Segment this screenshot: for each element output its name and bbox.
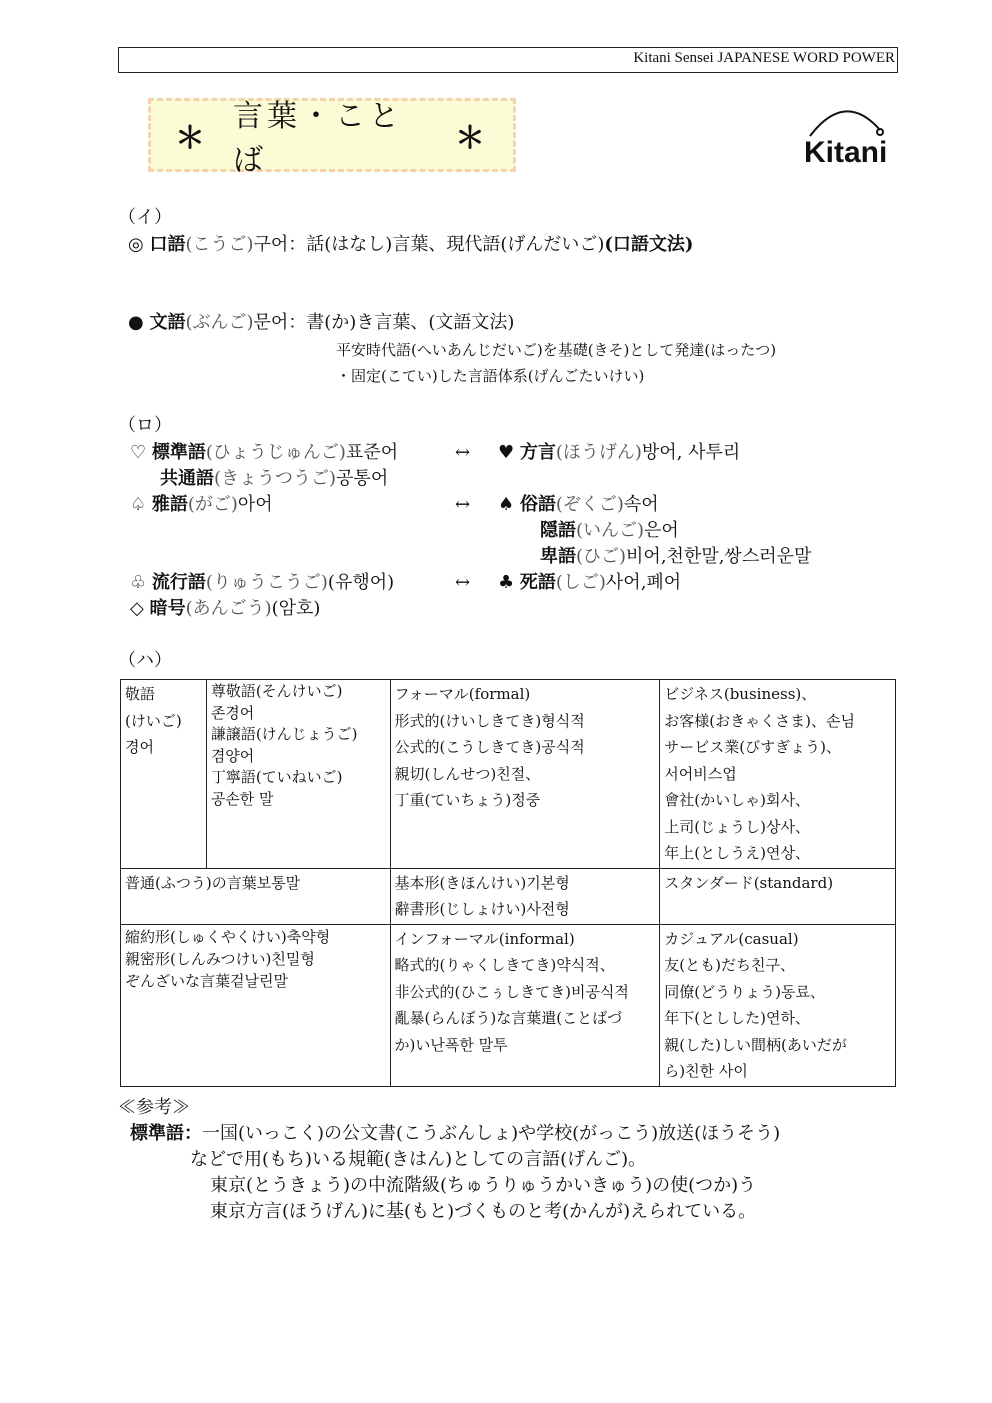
diamond-outline-icon: ◇ xyxy=(130,598,144,619)
cell-line: 友(とも)だち친구、 xyxy=(664,956,795,974)
kogo-bold-tail: (口語文法) xyxy=(604,234,694,255)
hougen-line xyxy=(498,441,740,465)
zokugo-rest: 속어 xyxy=(623,494,659,515)
ryuukougo-rest: (유행어) xyxy=(327,572,395,593)
zokugo-term: 俗語 xyxy=(519,494,556,515)
hyoujungo-reading: (ひょうじゅんご) xyxy=(205,442,346,463)
shigo-reading: (しご) xyxy=(555,572,606,593)
angou-reading: (あんごう) xyxy=(185,598,272,619)
club-outline-icon: ♧ xyxy=(130,572,147,593)
cell-line: 略式的(りゃくしきてき)약식적、 xyxy=(394,956,615,974)
shigo-rest: 사어,폐어 xyxy=(605,572,682,593)
ingo-term: 隠語 xyxy=(540,520,576,541)
kitani-logo xyxy=(800,96,890,168)
cell-line: お客様(おきゃくさま)、손님 xyxy=(664,711,855,730)
heart-outline-icon: ♡ xyxy=(130,442,147,463)
section-i-label: （イ） xyxy=(118,207,172,228)
cell-line: 上司(じょうし)상사、 xyxy=(664,817,810,836)
filled-circle-icon: ● xyxy=(128,312,144,333)
cell-line: か)い난폭한 말투 xyxy=(394,1035,508,1054)
ryuukougo-term: 流行語 xyxy=(151,572,206,593)
cell-line: 공손한 말 xyxy=(210,789,274,808)
cell-line: 年上(としうえ)연상、 xyxy=(664,844,810,862)
section-ro-label: （ロ） xyxy=(118,415,172,436)
arrow-1: ↔ xyxy=(455,442,471,463)
kyoutsuugo-reading: (きょうつうご) xyxy=(214,468,337,489)
zokugo-reading: (ぞくご) xyxy=(555,494,624,515)
bungo-rest: 문어：書(か)き言葉、(文語文法) xyxy=(253,312,515,333)
angou-rest: (암호) xyxy=(271,598,321,619)
cell-line: 會社(かいしゃ)회사、 xyxy=(664,791,810,809)
title-banner xyxy=(148,98,516,178)
cell-line: 서어비스업 xyxy=(664,764,737,783)
ingo-line xyxy=(540,519,679,543)
double-circle-icon: ◎ xyxy=(128,234,144,255)
bungo-term: 文語 xyxy=(149,312,186,333)
kogo-rest: 구어：話(はなし)言葉、現代語(げんだいご) xyxy=(253,234,605,255)
higo-reading: (ひご) xyxy=(576,546,627,567)
spade-filled-icon: ♠ xyxy=(498,494,515,515)
cell-line: (けいご) xyxy=(125,711,182,730)
cell-line: 基本形(きほんけい)기본형 xyxy=(394,873,570,892)
title-star-left: ＊ xyxy=(175,121,209,156)
cell-line: 敬語 xyxy=(125,685,156,703)
cell-line: ぞんざいな言葉겉날린말 xyxy=(125,971,288,990)
cell-line: 丁重(ていちょう)정중 xyxy=(394,791,541,809)
kogo-term: 口語 xyxy=(149,234,186,255)
cell-line: 親切(しんせつ)친절、 xyxy=(394,764,541,783)
reference-line-4: 東京方言(ほうげん)に基(もと)づくものと考(かんが)えられている。 xyxy=(210,1201,757,1222)
cell-line: 普通(ふつう)の言葉보통말 xyxy=(125,873,301,892)
cell-line: 縮約形(しゅくやくけい)축약형 xyxy=(125,927,331,946)
cell-line: サービス業(びすぎょう)、 xyxy=(664,738,842,756)
arrow-3: ↔ xyxy=(455,572,471,593)
kyoutsuugo-rest: 공통어 xyxy=(336,468,389,489)
kyoutsuugo-line xyxy=(160,467,388,491)
arrow-2: ↔ xyxy=(455,494,471,515)
reference-line-1 xyxy=(130,1122,780,1146)
ingo-rest: 은어 xyxy=(644,520,679,541)
cell-line: 亂暴(らんぼう)な言葉遣(ことばづ xyxy=(394,1009,623,1027)
table-row xyxy=(121,924,896,1086)
gago-line xyxy=(130,493,273,517)
angou-term: 暗号 xyxy=(149,598,186,619)
shigo-term: 死語 xyxy=(519,572,556,593)
cell-line: 겸양어 xyxy=(210,746,255,765)
higo-rest: 비어,천한말,쌍스러운말 xyxy=(626,546,812,567)
club-filled-icon: ♣ xyxy=(498,572,515,593)
hyoujungo-term: 標準語 xyxy=(151,442,206,463)
cell-line: フォーマル(formal) xyxy=(394,685,531,703)
hougen-reading: (ほうげん) xyxy=(555,442,642,463)
header-text: Kitani Sensei JAPANESE WORD POWER xyxy=(633,50,895,66)
cell-line: カジュアル(casual) xyxy=(664,929,799,948)
bungo-line xyxy=(128,311,514,335)
ryuukougo-reading: (りゅうこうご) xyxy=(205,572,328,593)
logo-text: Kitani xyxy=(804,136,888,168)
reference-term: 標準語： xyxy=(130,1123,202,1144)
reference-line-3: 東京(とうきょう)の中流階級(ちゅうりゅうかいきゅう)の使(つか)う xyxy=(210,1175,757,1196)
kogo-line xyxy=(128,233,693,257)
keigo-cell xyxy=(121,680,207,869)
cell-line: 非公式的(ひこぅしきてき)비공식적 xyxy=(394,982,629,1001)
cell-line: 親密形(しんみつけい)친밀형 xyxy=(125,949,315,968)
reference-text-1: 一国(いっこく)の公文書(こうぶんしょ)や学校(がっこう)放送(ほうそう) xyxy=(202,1123,781,1144)
keigo-types-cell xyxy=(206,680,390,869)
kihonkei-cell xyxy=(390,868,660,924)
informal-cell xyxy=(390,924,660,1086)
cell-line: 경어 xyxy=(125,738,154,756)
spade-outline-icon: ♤ xyxy=(130,494,147,515)
cell-line: 尊敬語(そんけいご) xyxy=(210,682,343,700)
gago-reading: (がご) xyxy=(187,494,238,515)
document-header xyxy=(118,47,898,73)
futsuu-cell xyxy=(121,868,391,924)
shigo-line xyxy=(498,571,681,595)
hyoujungo-rest: 표준어 xyxy=(345,442,399,463)
kogo-reading: (こうご) xyxy=(185,234,254,255)
bungo-note-2: ・固定(こてい)した言語体系(げんごたいけい) xyxy=(336,367,645,385)
bungo-reading: (ぶんご) xyxy=(185,312,254,333)
hyoujungo-line xyxy=(130,441,398,465)
reference-line-2: などで用(もち)いる規範(きはん)としての言語(げんご)。 xyxy=(190,1149,647,1170)
standard-cell xyxy=(660,868,896,924)
business-cell xyxy=(660,680,896,869)
cell-line: 同僚(どうりょう)동료、 xyxy=(664,982,825,1001)
cell-line: 年下(としした)연하、 xyxy=(664,1009,810,1027)
page-title: 言葉・ことば xyxy=(233,99,403,178)
cell-line: 辭書形(じしょけい)사전형 xyxy=(394,900,570,918)
kyoutsuugo-term: 共通語 xyxy=(160,468,214,489)
reference-label: ≪参考≫ xyxy=(118,1097,190,1118)
casual-cell xyxy=(660,924,896,1086)
table-row xyxy=(121,680,896,869)
cell-line: 親(した)しい間柄(あいだが xyxy=(664,1035,847,1054)
cell-line: インフォーマル(informal) xyxy=(394,929,575,948)
cell-line: ビジネス(business)、 xyxy=(664,685,817,703)
gago-term: 雅語 xyxy=(151,494,188,515)
cell-line: ら)친한 사이 xyxy=(664,1062,748,1080)
cell-line: 公式的(こうしきてき)공식적 xyxy=(394,738,585,756)
gago-rest: 아어 xyxy=(237,494,273,515)
higo-line xyxy=(540,545,811,569)
cell-line: スタンダード(standard) xyxy=(664,873,834,892)
formal-cell xyxy=(390,680,660,869)
angou-line xyxy=(130,597,320,621)
higo-term: 卑語 xyxy=(540,546,576,567)
cell-line: 존경어 xyxy=(210,703,255,722)
section-ha-label: （ハ） xyxy=(118,650,172,671)
zokugo-line xyxy=(498,493,659,517)
table-row xyxy=(121,868,896,924)
hougen-term: 方言 xyxy=(519,442,556,463)
shukuyakukei-cell xyxy=(121,924,391,1086)
ingo-reading: (いんご) xyxy=(576,520,645,541)
cell-line: 丁寧語(ていねいご) xyxy=(210,768,343,786)
bungo-note-1: 平安時代語(へいあんじだいご)を基礎(きそ)として発達(はったつ) xyxy=(336,341,777,359)
title-star-right: ＊ xyxy=(455,121,489,156)
hougen-rest: 방어, 사투리 xyxy=(641,442,741,463)
politeness-table xyxy=(120,679,896,1087)
cell-line: 形式的(けいしきてき)형식적 xyxy=(394,711,585,730)
ryuukougo-line xyxy=(130,571,394,595)
heart-filled-icon: ♥ xyxy=(498,442,515,463)
cell-line: 謙譲語(けんじょうご) xyxy=(210,725,358,743)
